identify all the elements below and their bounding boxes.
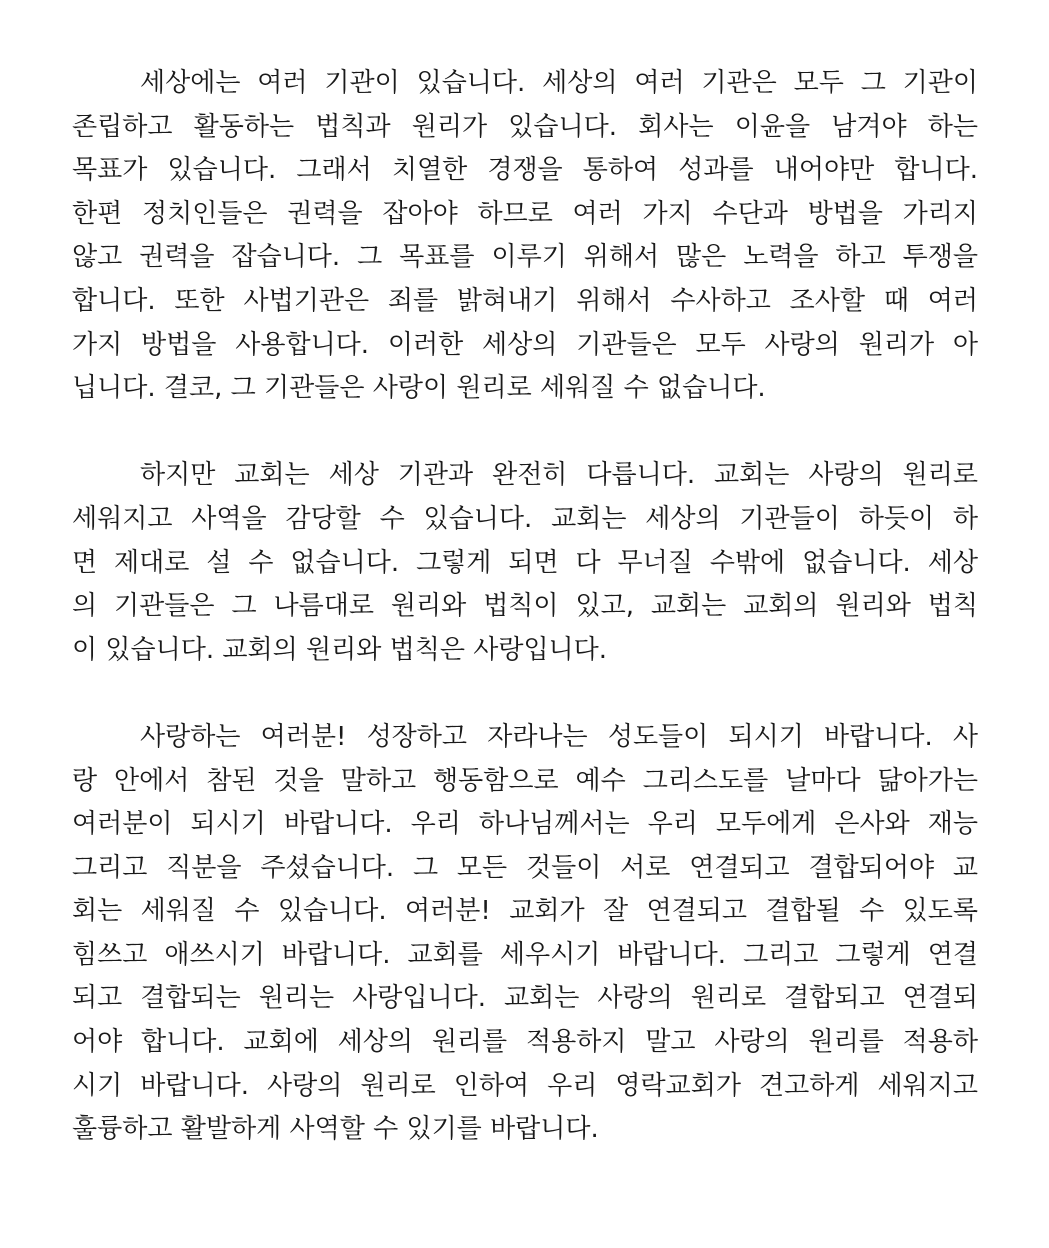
text-line: 여러분이 되시기 바랍니다. 우리 하나님께서는 우리 모두에게 은사와 재능 [72,809,978,840]
text-line: 하지만 교회는 세상 기관과 완전히 다릅니다. 교회는 사랑의 원리로 [140,460,978,491]
text-line: 가지 방법을 사용합니다. 이러한 세상의 기관들은 모두 사랑의 원리가 아 [72,329,978,360]
text-line: 의 기관들은 그 나름대로 원리와 법칙이 있고, 교회는 교회의 원리와 법칙 [72,591,978,622]
text-line: 힘쓰고 애쓰시기 바랍니다. 교회를 세우시기 바랍니다. 그리고 그렇게 연결 [72,939,978,970]
text-line: 어야 합니다. 교회에 세상의 원리를 적용하지 말고 사랑의 원리를 적용하 [72,1027,978,1058]
paragraph-3 [72,716,978,1152]
text-line: 훌륭하고 활발하게 사역할 수 있기를 바랍니다. [72,1114,599,1145]
paragraph-1 [72,62,978,411]
text-line: 존립하고 활동하는 법칙과 원리가 있습니다. 회사는 이윤을 남겨야 하는 [72,111,978,142]
text-line: 랑 안에서 참된 것을 말하고 행동함으로 예수 그리스도를 날마다 닮아가는 [72,765,978,796]
text-line: 목표가 있습니다. 그래서 치열한 경쟁을 통하여 성과를 내어야만 합니다. [72,155,978,186]
text-line: 사랑하는 여러분! 성장하고 자라나는 성도들이 되시기 바랍니다. 사 [140,721,978,752]
document-body [72,62,978,1152]
text-line: 한편 정치인들은 권력을 잡아야 하므로 여러 가지 수단과 방법을 가리지 [72,198,978,229]
text-line: 세상에는 여러 기관이 있습니다. 세상의 여러 기관은 모두 그 기관이 [140,68,978,98]
text-line: 이 있습니다. 교회의 원리와 법칙은 사랑입니다. [72,634,608,665]
text-line: 되고 결합되는 원리는 사랑입니다. 교회는 사랑의 원리로 결합되고 연결되 [72,983,978,1014]
text-line: 회는 세워질 수 있습니다. 여러분! 교회가 잘 연결되고 결합될 수 있도록 [72,896,978,927]
text-line: 않고 권력을 잡습니다. 그 목표를 이루기 위해서 많은 노력을 하고 투쟁을 [72,242,978,273]
text-line: 시기 바랍니다. 사랑의 원리로 인하여 우리 영락교회가 견고하게 세워지고 [72,1070,978,1101]
text-line: 그리고 직분을 주셨습니다. 그 모든 것들이 서로 연결되고 결합되어야 교 [72,852,978,883]
text-line: 합니다. 또한 사법기관은 죄를 밝혀내기 위해서 수사하고 조사할 때 여러 [72,285,978,316]
text-line: 닙니다. 결코, 그 기관들은 사랑이 원리로 세워질 수 없습니다. [72,373,766,404]
paragraph-spacer [72,411,978,455]
text-line: 면 제대로 설 수 없습니다. 그렇게 되면 다 무너질 수밖에 없습니다. 세상 [72,547,978,578]
paragraph-2 [72,454,978,672]
text-line: 세워지고 사역을 감당할 수 있습니다. 교회는 세상의 기관들이 하듯이 하 [72,503,978,534]
paragraph-spacer [72,672,978,716]
